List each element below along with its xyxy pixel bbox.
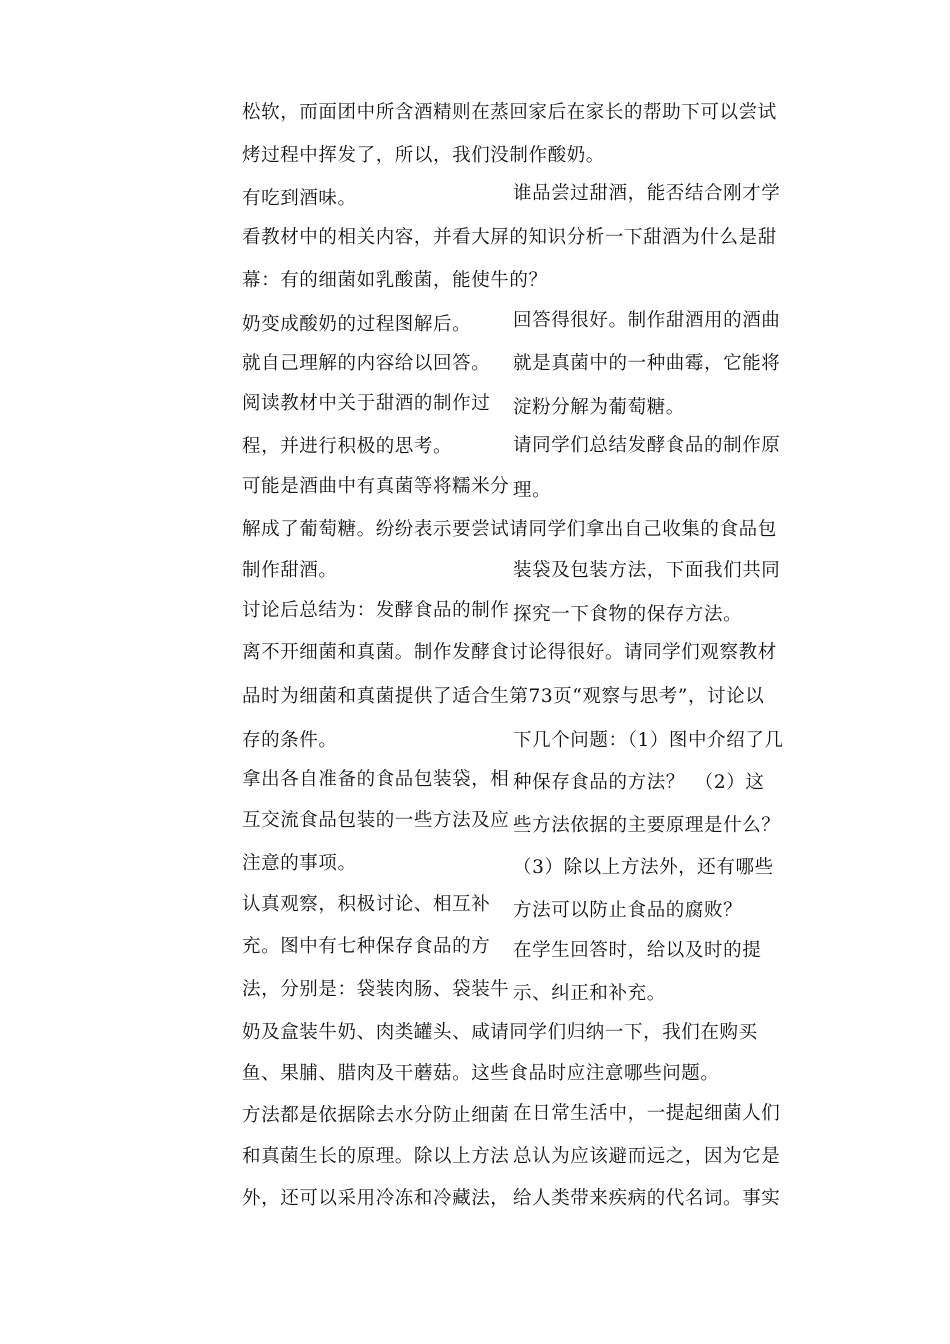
text-line: 品时为细菌和真菌提供了适合生第73页“观察与思考”，讨论以 xyxy=(242,686,765,707)
text-line: 充。图中有七种保存食品的方 xyxy=(242,936,491,957)
text-line: （3）除以上方法外，还有哪些 xyxy=(513,857,774,878)
text-line: 些方法依据的主要原理是什么？ xyxy=(513,815,781,836)
text-line: 请同学们总结发酵食品的制作原 xyxy=(513,435,781,456)
text-line: 种保存食品的方法？ （2）这 xyxy=(513,772,765,793)
text-line: 烤过程中挥发了，所以，我们没制作酸奶。 xyxy=(242,145,605,166)
text-line: 回答得很好。制作甜酒用的酒曲 xyxy=(513,310,781,331)
text-line: 理。 xyxy=(513,480,552,501)
text-line: 奶变成酸奶的过程图解后。 xyxy=(242,314,472,335)
text-line: 探究一下食物的保存方法。 xyxy=(513,604,743,625)
text-line: 就是真菌中的一种曲霉，它能将 xyxy=(513,353,781,374)
text-line: 讨论后总结为：发酵食品的制作 xyxy=(242,600,510,621)
text-line: 拿出各自准备的食品包装袋，相 xyxy=(242,769,510,790)
text-line: 阅读教材中关于甜酒的制作过 xyxy=(242,393,491,414)
text-line: 解成了葡萄糖。纷纷表示要尝试请同学们拿出自己收集的食品包 xyxy=(242,519,777,540)
text-line: 装袋及包装方法，下面我们共同 xyxy=(513,560,781,581)
text-line: 总认为应该避而远之，因为它是 xyxy=(513,1146,781,1167)
text-line: 离不开细菌和真菌。制作发酵食讨论得很好。请同学们观察教材 xyxy=(242,642,777,663)
text-line: 谁品尝过甜酒，能否结合刚才学 xyxy=(513,183,781,204)
text-line: 鱼、果脯、腊肉及干蘑菇。这些食品时应注意哪些问题。 xyxy=(242,1063,720,1084)
text-line: 和真菌生长的原理。除以上方法 xyxy=(242,1146,510,1167)
text-line: 互交流食品包装的一些方法及应 xyxy=(242,810,510,831)
text-line: 有吃到酒味。 xyxy=(242,188,357,209)
text-line: 幕：有的细菌如乳酸菌，能使牛的？ xyxy=(242,270,548,291)
text-line: 存的条件。 xyxy=(242,730,338,751)
text-line: 程，并进行积极的思考。 xyxy=(242,436,453,457)
text-line: 示、纠正和补充。 xyxy=(513,983,666,1004)
text-line: 在日常生活中，一提起细菌人们 xyxy=(513,1103,781,1124)
text-line: 奶及盒装牛奶、肉类罐头、咸请同学们归纳一下，我们在购买 xyxy=(242,1022,758,1043)
text-line: 松软，而面团中所含酒精则在蒸回家后在家长的帮助下可以尝试 xyxy=(242,102,777,123)
text-line: 就自己理解的内容给以回答。 xyxy=(242,353,491,374)
text-line: 制作甜酒。 xyxy=(242,560,338,581)
text-line: 方法都是依据除去水分防止细菌 xyxy=(242,1105,510,1126)
text-line: 在学生回答时，给以及时的提 xyxy=(513,940,762,961)
text-line: 给人类带来疾病的代名词。事实 xyxy=(513,1188,781,1209)
text-line: 法，分别是：袋装肉肠、袋装牛 xyxy=(242,979,510,1000)
text-line: 淀粉分解为葡萄糖。 xyxy=(513,397,685,418)
text-line: 方法可以防止食品的腐败？ xyxy=(513,900,743,921)
text-line: 可能是酒曲中有真菌等将糯米分 xyxy=(242,476,510,497)
text-line: 下几个问题：（1）图中介绍了几 xyxy=(513,730,784,751)
text-line: 认真观察，积极讨论、相互补 xyxy=(242,894,491,915)
text-line: 外，还可以采用冷冻和冷藏法， xyxy=(242,1188,510,1209)
text-line: 注意的事项。 xyxy=(242,853,357,874)
text-line: 看教材中的相关内容，并看大屏的知识分析一下甜酒为什么是甜 xyxy=(242,227,777,248)
